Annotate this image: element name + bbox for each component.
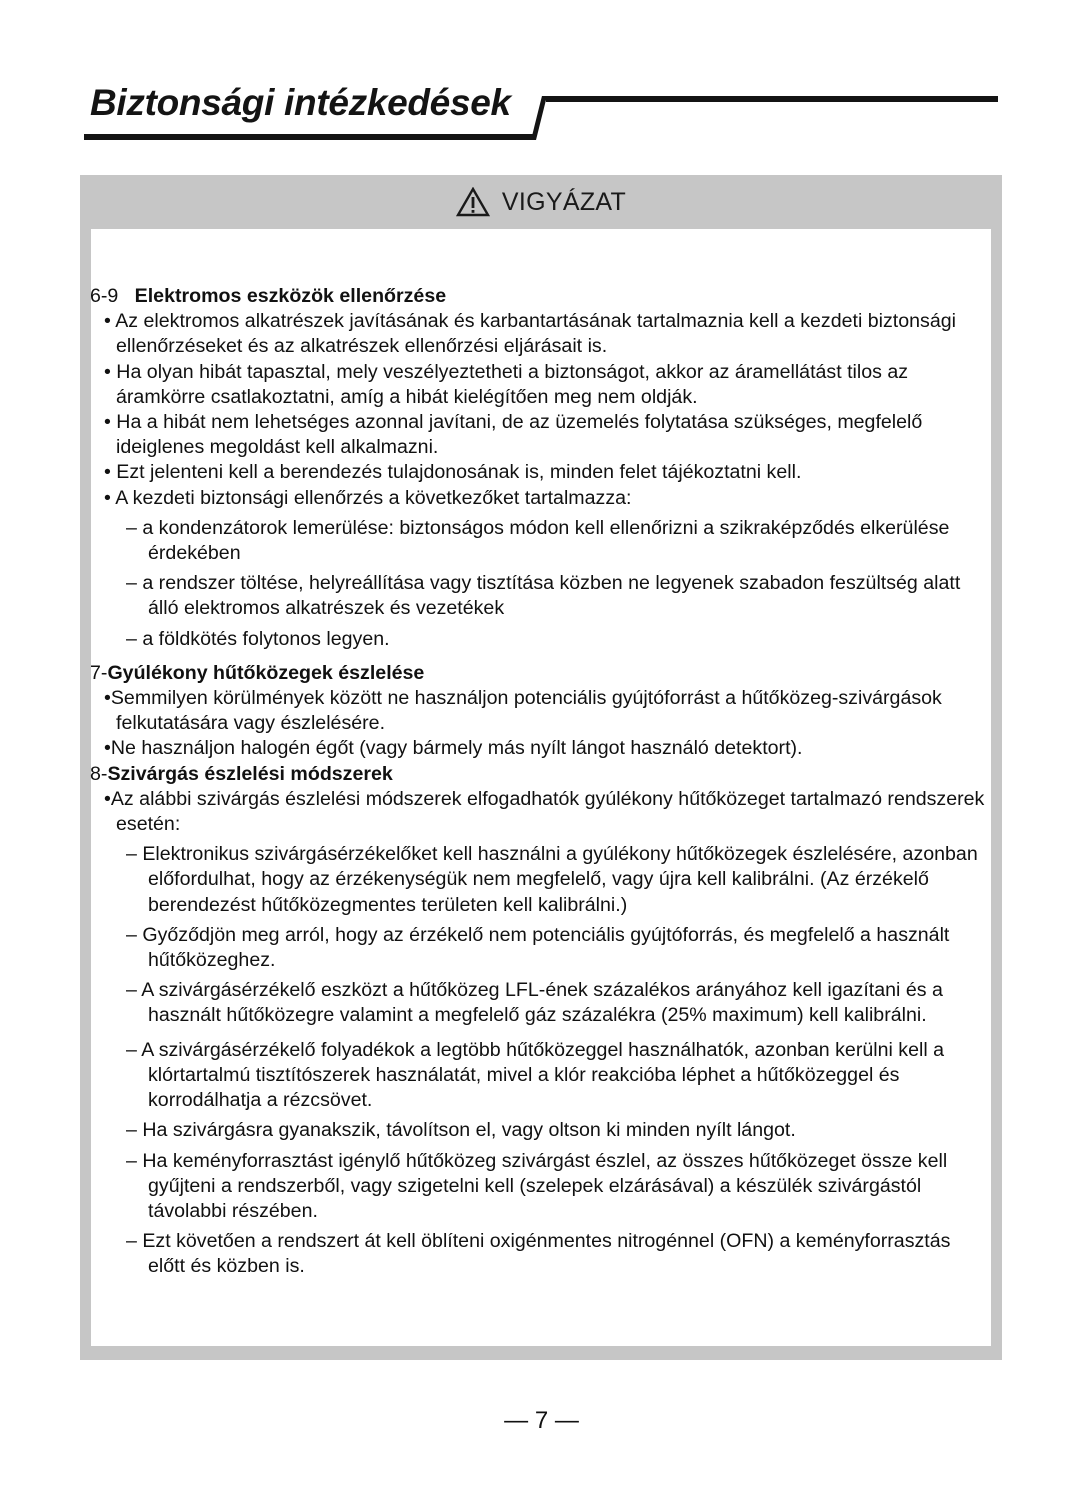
bullet-item: •Semmilyen körülmények között ne használjon potenciális gyújtóforrást a hűtőközeg-szivárgások felkutatására vagy észlelésére.: [104, 687, 942, 735]
section-number: 6-9: [90, 285, 119, 307]
caution-box: [80, 175, 1002, 1360]
section-heading: [90, 762, 985, 787]
dash-item: – a földkötés folytonos legyen.: [126, 627, 390, 650]
bullet-item: • Ha a hibát nem lehetséges azonnal javítani, de az üzemelés folytatása szükséges, megfelelő ideiglenes megoldást kell alkalmazni.: [104, 411, 923, 459]
section-number: 7-: [90, 661, 108, 684]
caution-content: [90, 284, 985, 1280]
page-number: — 7 —: [504, 1407, 579, 1434]
section-8: [90, 762, 985, 1280]
section-title: Szivárgás észlelési módszerek: [107, 762, 393, 785]
caution-header: [80, 175, 1002, 229]
caution-label: VIGYÁZAT: [501, 187, 627, 216]
dash-item: – A szivárgásérzékelő folyadékok a legtöbb hűtőközeggel használhatók, azonban kerülni kell a klórtartalmú tisztítószerek használatát, mivel a klór reakcióba léphet a hűtőközeggel és korrodálhatja a rézcsövet.: [126, 1038, 945, 1112]
section-title: Gyúlékony hűtőközegek észlelése: [107, 661, 425, 684]
bullet-item: • Ha olyan hibát tapasztal, mely veszélyeztetheti a biztonságot, akkor az áramellátást tilos az áramkörre csatlakoztatni, amíg a hibát kielégítően meg nem oldják.: [104, 360, 909, 408]
bullet-item: •Ne használjon halogén égőt (vagy bármely más nyílt lángot használó detektort).: [104, 737, 803, 760]
section-title: Elektromos eszközök ellenőrzése: [134, 285, 447, 307]
page-title: Biztonsági intézkedések: [90, 82, 511, 123]
bullet-item: • A kezdeti biztonsági ellenőrzés a következőket tartalmazza:: [104, 486, 632, 509]
dash-item: – a kondenzátorok lemerülése: biztonságos módon kell ellenőrizni a szikraképződés elkerülése érdekében: [126, 516, 950, 565]
section-6-9: [90, 284, 985, 652]
bullet-item: • Az elektromos alkatrészek javításának és karbantartásának tartalmaznia kell a kezdeti biztonsági ellenőrzéseket és az alkatrészek ellenőrzési eljárásait is.: [104, 310, 956, 358]
bullet-item: • Ezt jelenteni kell a berendezés tulajdonosának is, minden felet tájékoztatni kell.: [104, 461, 802, 484]
dash-item: – Ha szivárgásra gyanakszik, távolítson el, vagy oltson ki minden nyílt lángot.: [126, 1119, 796, 1142]
section-heading: [90, 284, 985, 309]
warning-triangle-icon: [456, 187, 490, 217]
dash-item: – Elektronikus szivárgásérzékelőket kell használni a gyúlékony hűtőközegek észlelésére, azonban előfordulhat, hogy az érzékenységük nem megfelelő, vagy újra kell kalibrálni. (Az érzékelő berendezést hűtőközegmentes területen kell kalibrálni.): [126, 843, 978, 916]
caution-panel: [91, 229, 991, 1346]
title-overline: [546, 96, 998, 102]
page-title-banner: [84, 82, 998, 142]
dash-item: – Ezt követően a rendszert át kell öblíteni oxigénmentes nitrogénnel (OFN) a keményforrasztás előtt és közben is.: [126, 1230, 951, 1278]
dash-item: – A szivárgásérzékelő eszközt a hűtőközeg LFL-ének százalékos arányához kell igazítani és a használt hűtőközegre valamint a megfelelő gáz százalékra (25% maximum) kell kalibrálni.: [126, 979, 943, 1027]
section-number: 8-: [90, 762, 108, 785]
bullet-item: •Az alábbi szivárgás észlelési módszerek elfogadhatók gyúlékony hűtőközeget tartalmazó rendszerek esetén:: [104, 787, 985, 836]
title-slant-divider: [531, 96, 547, 140]
section-7: [90, 661, 985, 762]
dash-item: – Győződjön meg arról, hogy az érzékelő nem potenciális gyújtóforrás, és megfelelő a használt hűtőközeghez.: [126, 923, 950, 972]
dash-item: – a rendszer töltése, helyreállítása vagy tisztítása közben ne legyenek szabadon feszültség alatt álló elektromos alkatrészek és vezetékek: [126, 572, 961, 620]
section-heading: [90, 661, 985, 686]
dash-item: – Ha keményforrasztást igénylő hűtőközeg szivárgást észlel, az összes hűtőközeget össze kell gyűjteni a rendszerből, vagy szigetelni kell (szelepek elzárásával) a készülék szivárgástól távolabbi részében.: [126, 1149, 948, 1222]
title-underline: [84, 134, 536, 140]
